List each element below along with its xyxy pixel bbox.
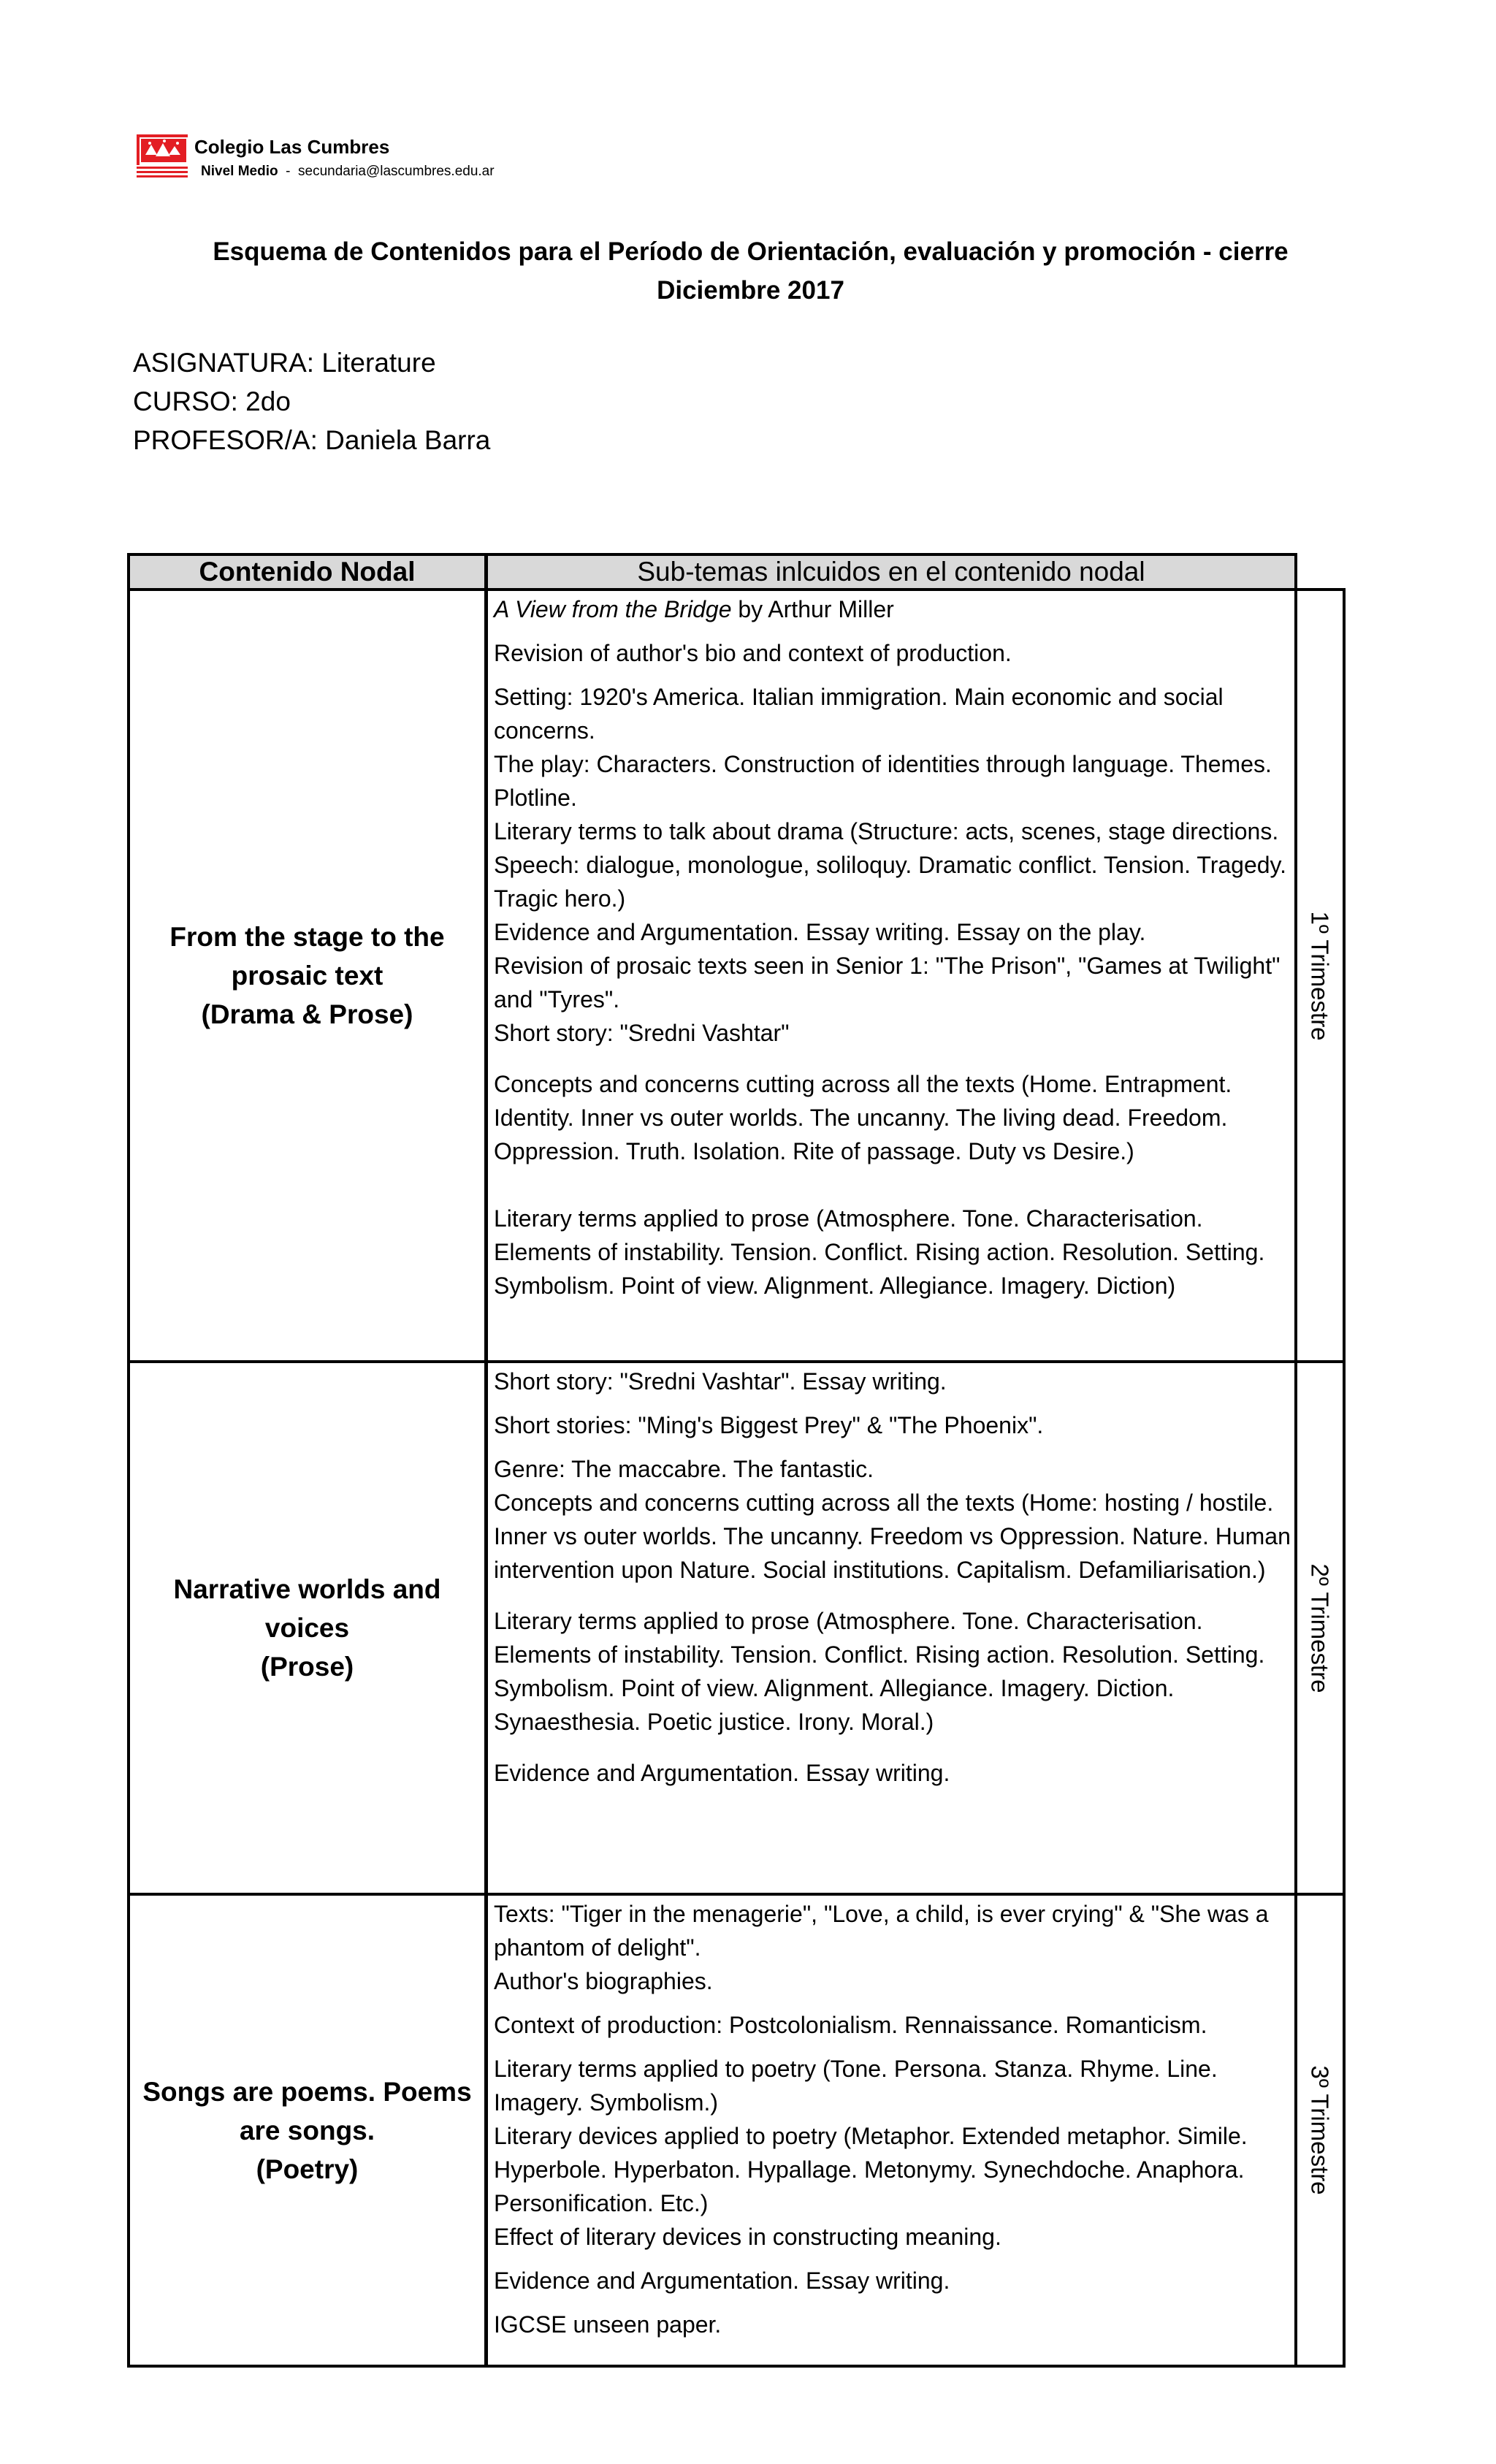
header-nodal: Contenido Nodal <box>127 553 487 591</box>
school-level: Nivel Medio <box>201 164 278 179</box>
nodal-line: Narrative worlds and voices <box>173 1574 441 1643</box>
teacher: PROFESOR/A: Daniela Barra <box>133 425 491 455</box>
title-line-2: Diciembre 2017 <box>657 276 844 305</box>
subtopic-item: IGCSE unseen paper. <box>494 2311 722 2338</box>
school-name: Colegio Las Cumbres <box>194 136 390 158</box>
subtopic-item: Short story: "Sredni Vashtar" <box>494 1020 790 1046</box>
nodal-line: (Prose) <box>260 1652 354 1682</box>
course-info <box>133 343 490 459</box>
term-cell-1 <box>1294 588 1346 1363</box>
subtopic-item: Evidence and Argumentation. Essay writing. <box>494 2267 950 2294</box>
subtopic-item: Revision of author's bio and context of production. <box>494 640 1012 666</box>
subtopic-item: The play: Characters. Construction of identities through language. Themes. Plotline. <box>494 751 1272 811</box>
term-label: 3º Trimestre <box>1307 2065 1334 2195</box>
subtopic-item: Concepts and concerns cutting across all the texts (Home: hosting / hostile. Inner vs outer worlds. The uncanny. Freedom vs Oppression. Nature. Human intervention upon Nature. Social institutions. Capitalism. Defamiliarisation.) <box>494 1490 1291 1583</box>
subtopics-cell-1 <box>485 588 1297 1363</box>
subtopic-item: Revision of prosaic texts seen in Senior 1: "The Prison", "Games at Twilight" and "Tyres". <box>494 953 1281 1012</box>
subtopic-item: Short stories: "Ming's Biggest Prey" & "The Phoenix". <box>494 1412 1044 1438</box>
subtopic-item: Literary terms applied to poetry (Tone. Persona. Stanza. Rhyme. Line. Imagery. Symbolism.) <box>494 2056 1218 2116</box>
nodal-line: prosaic text <box>231 961 383 991</box>
subtopic-item: Concepts and concerns cutting across all the texts (Home. Entrapment. Identity. Inner vs outer worlds. The uncanny. The living dead. Freedom. Oppression. Truth. Isolation. Rite of passage. Duty vs Desire.) <box>494 1071 1232 1164</box>
term-label: 1º Trimestre <box>1307 910 1334 1041</box>
subtopic-item: Genre: The maccabre. The fantastic. <box>494 1456 874 1482</box>
term-cell-2 <box>1294 1360 1346 1896</box>
nodal-cell-3 <box>127 1893 487 2368</box>
nodal-line: From the stage to the <box>169 922 445 952</box>
subtopic-item: Short story: "Sredni Vashtar". Essay writing. <box>494 1368 947 1395</box>
title-line-1: Esquema de Contenidos para el Período de Orientación, evaluación y promoción - cierre <box>213 237 1289 266</box>
term-cell-3 <box>1294 1893 1346 2368</box>
header-subtopics: Sub-temas inlcuidos en el contenido nodal <box>485 553 1297 591</box>
nodal-line: are songs. <box>239 2115 375 2145</box>
subtopics-cell-3 <box>485 1893 1297 2368</box>
nodal-cell-1 <box>127 588 487 1363</box>
subtopic-item: Literary devices applied to poetry (Metaphor. Extended metaphor. Simile. Hyperbole. Hyperbaton. Hypallage. Metonymy. Synechdoche. Anaphora. Personification. Etc.) <box>494 2123 1248 2216</box>
book-title-line <box>494 592 1294 626</box>
school-subheader <box>201 164 495 180</box>
book-author: by Arthur Miller <box>731 596 894 622</box>
subtopic-item: Evidence and Argumentation. Essay writing. <box>494 1760 950 1786</box>
school-email: secundaria@lascumbres.edu.ar <box>298 164 495 179</box>
subtopics-cell-2 <box>485 1360 1297 1896</box>
book-title: A View from the Bridge <box>494 596 732 622</box>
subject: ASIGNATURA: Literature <box>133 348 436 378</box>
subtopic-item: Literary terms applied to prose (Atmosphere. Tone. Characterisation. Elements of instability. Tension. Conflict. Rising action. Resolution. Setting. Symbolism. Point of view. Alignment. Allegiance. Imagery. Diction. Synaesthesia. Poetic justice. Irony. Moral.) <box>494 1608 1265 1735</box>
subtopic-item: Literary terms to talk about drama (Structure: acts, scenes, stage directions. Speech: dialogue, monologue, soliloquy. Dramatic conflict. Tension. Tragedy. Tragic hero.) <box>494 818 1287 912</box>
course: CURSO: 2do <box>133 386 291 416</box>
subtopic-item: Author's biographies. <box>494 1968 713 1994</box>
nodal-line: Songs are poems. Poems <box>142 2076 472 2107</box>
nodal-line: (Drama & Prose) <box>201 999 413 1029</box>
school-separator: - <box>286 164 291 179</box>
subtopic-item: Literary terms applied to prose (Atmosphere. Tone. Characterisation. Elements of instability. Tension. Conflict. Rising action. Resolution. Setting. Symbolism. Point of view. Alignment. Allegiance. Imagery. Diction) <box>494 1205 1265 1299</box>
subtopic-item: Setting: 1920's America. Italian immigration. Main economic and social concerns. <box>494 684 1224 744</box>
term-label: 2º Trimestre <box>1307 1563 1334 1693</box>
subtopic-item: Evidence and Argumentation. Essay writing. Essay on the play. <box>494 919 1146 945</box>
subtopic-item: Context of production: Postcolonialism. Rennaissance. Romanticism. <box>494 2012 1207 2038</box>
nodal-cell-2 <box>127 1360 487 1896</box>
nodal-line: (Poetry) <box>256 2154 359 2184</box>
school-logo <box>135 133 190 179</box>
subtopic-item: Texts: "Tiger in the menagerie", "Love, a child, is ever crying" & "She was a phantom of delight". <box>494 1901 1269 1961</box>
document-title <box>117 232 1384 310</box>
subtopic-item: Effect of literary devices in constructing meaning. <box>494 2224 1001 2250</box>
